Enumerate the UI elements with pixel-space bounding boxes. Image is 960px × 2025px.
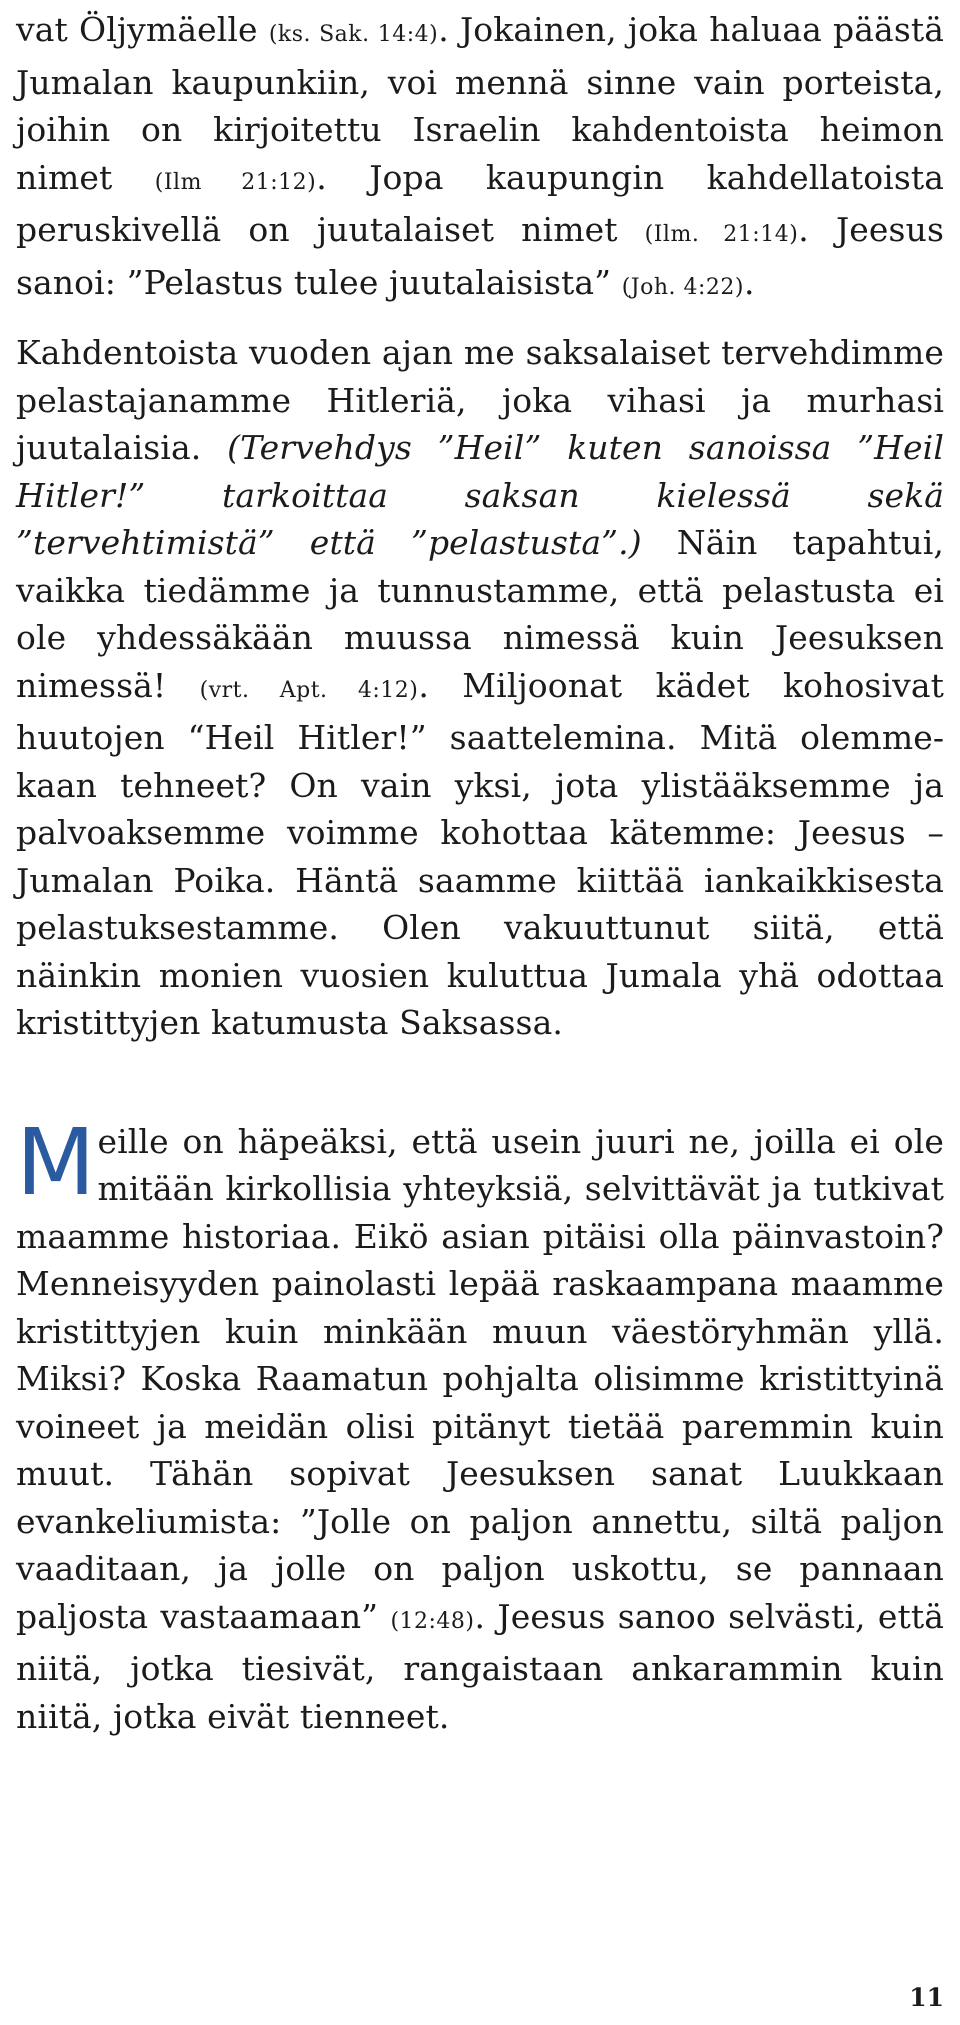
scripture-reference: (ks. Sak. 14:4) [268, 22, 439, 47]
paragraph-1 [16, 6, 944, 311]
paragraph-2 [16, 329, 944, 1047]
paragraph-2-italic-note: (Tervehdys ”Heil” kuten sanoissa ”Heil Hitler!” tarkoittaa saksan kielessä sekä ”tervehtimistä” että ”pelastusta”.) [16, 428, 944, 562]
scripture-reference: (Ilm. 21:14) [644, 222, 799, 247]
paragraph-1-text-2: . Jokainen, joka haluaa päästä Jumalan kaupunkiin, voi mennä sinne vain porteista, joihin on kirjoitettu Israelin kahdentoista heimon nimet [16, 10, 944, 197]
scripture-reference: (Ilm 21:12) [154, 169, 317, 195]
paragraph-3 [16, 1108, 944, 1741]
paragraph-1-text-3: . Jopa kaupungin kahdellatoista peruskivellä on juutalaiset nimet [16, 157, 944, 249]
paragraph-2-text-1: Kahdentoista vuoden ajan me saksalaiset tervehdimme pelastajanamme Hitleriä, joka vihasi ja murhasi juutalaisia. [16, 333, 944, 467]
scripture-reference: (Joh. 4:22) [621, 274, 745, 300]
paragraph-3-text-2: . Jeesus sanoo selvästi, että niitä, jotka tiesivät, rangaistaan ankarammin kuin niitä, jotka eivät tienneet. [16, 1596, 944, 1736]
paragraph-3-text-1: eille on häpeäksi, että usein juuri ne, joilla ei ole mitään kirkollisia yhteyksiä, selvittävät ja tutkivat maamme historiaa. Eikö asian pitäisi olla päinvastoin? Menneisyyden painolasti lepää raskaampana maamme kristittyjen kuin minkään muun väestöryhmän yllä. Miksi? Koska Raamatun pohjalta olisimme kristittyinä voineet ja meidän olisi pitänyt tietää paremmin kuin muut. Tähän sopivat Jeesuksen sanat Luukkaan evankeliumista: ”Jolle on paljon annettu, siltä paljon vaaditaan, ja jolle on paljon uskottu, se pannaan paljosta vastaamaan” [16, 1121, 944, 1636]
scripture-reference: (vrt. Apt. 4:12) [199, 677, 419, 703]
scripture-reference: (12:48) [390, 1608, 475, 1634]
paragraph-2-text-3: . Miljoonat kädet kohosivat huutojen “Heil Hitler!” saattelemina. Mitä olemmekaan tehneet? On vain yksi, jota ylistääksemme ja palvoaksemme voimme kohottaa kätemme: Jeesus – Jumalan Poika. Häntä saamme kiittää iankaikkisesta pelastuksestamme. Olen vakuuttunut siitä, että näinkin monien vuosien kuluttua Jumala yhä odottaa kristittyjen katumusta Saksassa. [16, 665, 945, 1042]
drop-cap-letter: M [16, 1108, 96, 1216]
paragraph-2-text-2: Näin tapahtui, vaikka tiedämme ja tunnustamme, että pelastusta ei ole yhdessäkään muussa nimessä kuin Jeesuksen nimessä! [16, 523, 944, 705]
page-body [16, 0, 944, 1740]
paragraph-1-text-1: vat Öljymäelle [16, 10, 269, 49]
paragraph-1-text-5: . [744, 262, 755, 302]
page-number: 11 [909, 1983, 944, 2012]
paragraph-1-text-4: . Jeesus sanoi: ”Pelastus tulee juutalaisista” [16, 210, 944, 302]
